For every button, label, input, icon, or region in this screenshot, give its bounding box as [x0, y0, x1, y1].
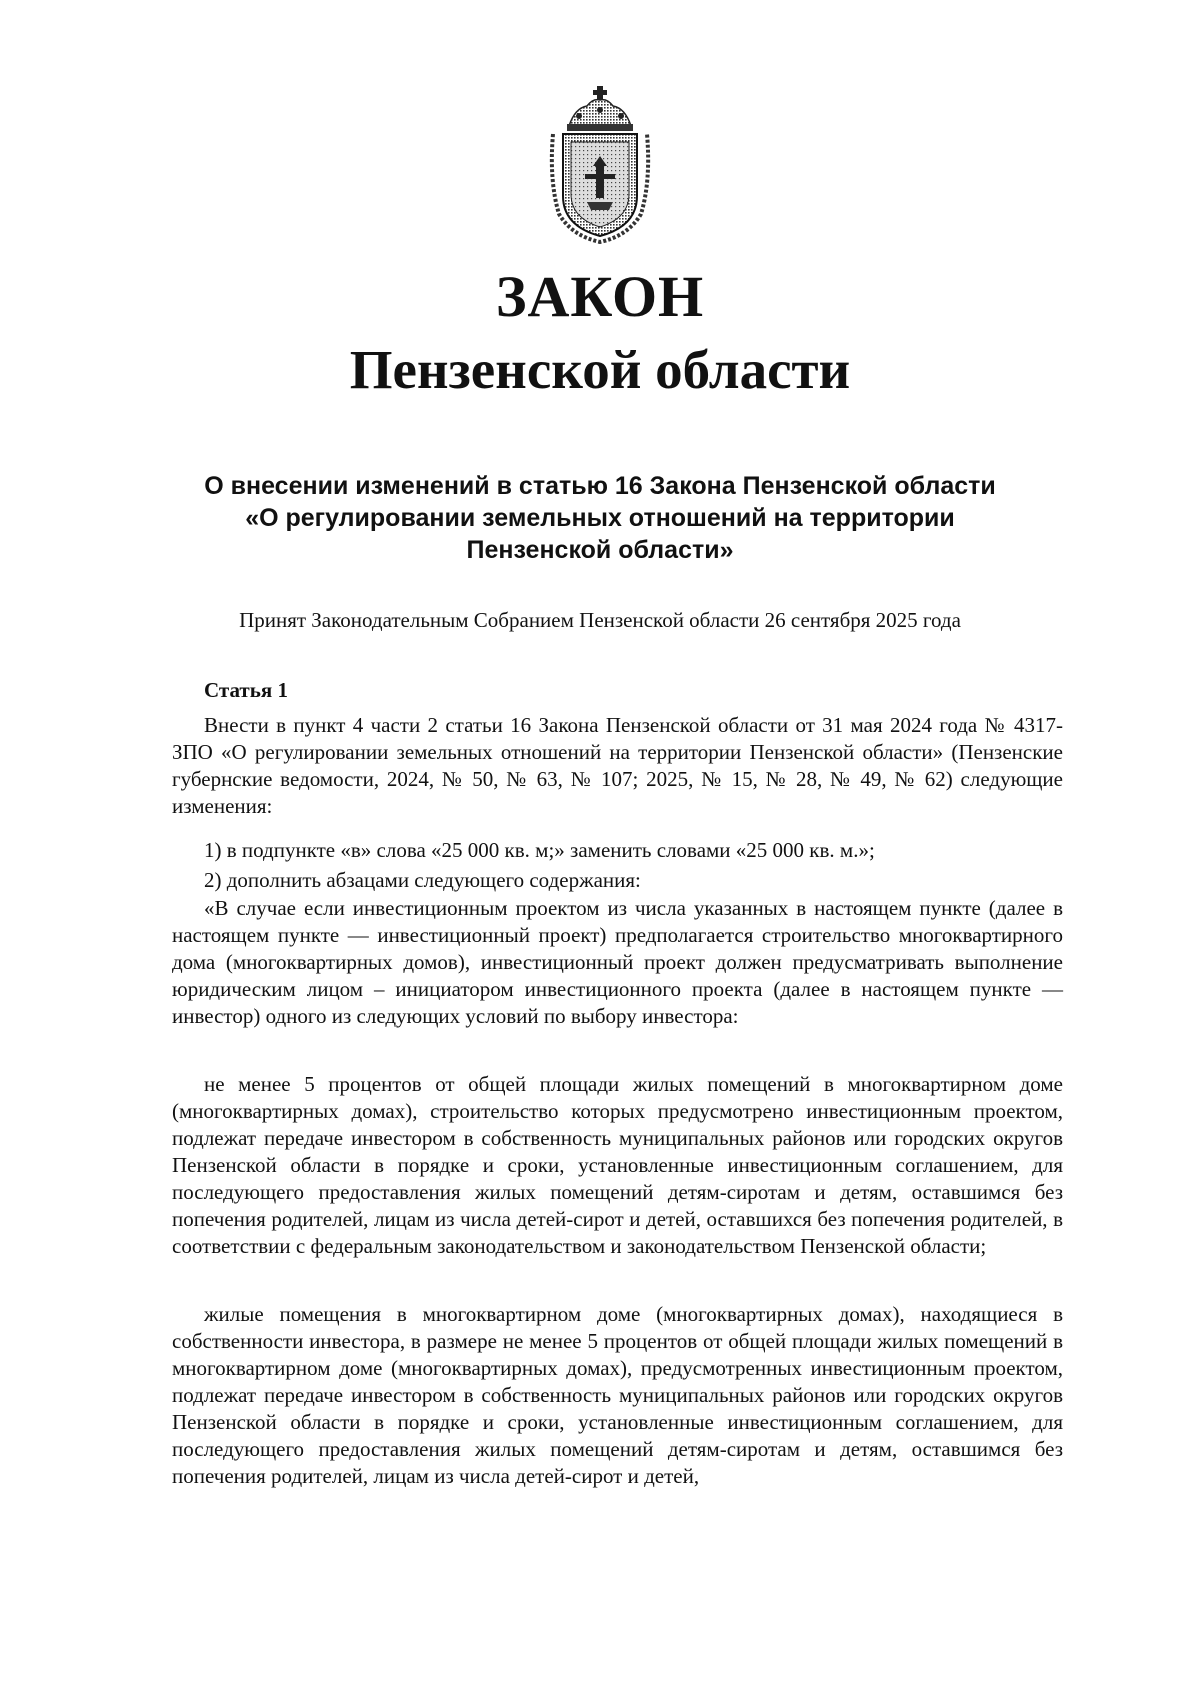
- quoted-paragraph: жилые помещения в многоквартирном доме (многоквартирных домах), находящиеся в собственности инвестора, в размере не менее 5 процентов от общей площади жилых помещений в многоквартирном доме (многоквартирных домах), предусмотренных инвестиционным проектом, подлежат передаче инвестором в собственность муниципальных районов или городских округов Пензенской области в порядке и сроки, установленные инвестиционным соглашением, для последующего предоставления жилых помещений детям-сиротам и детям, оставшимся без попечения родителей, лицам из числа детей-сирот и детей,: [172, 1302, 1063, 1488]
- coat-of-arms-icon: [547, 86, 653, 244]
- law-subtitle: Пензенской области: [349, 339, 851, 400]
- heading-line: «О регулировании земельных отношений на территории: [245, 504, 955, 532]
- amendment-item: 2) дополнить абзацами следующего содержания:: [204, 868, 641, 892]
- quoted-paragraph: «В случае если инвестиционным проектом из числа указанных в настоящем пункте (далее в настоящем пункте — инвестиционный проект) предполагается строительство многоквартирного дома (многоквартирных домов), инвестиционный проект должен предусматривать выполнение юридическим лицом – инициатором инвестиционного проекта (далее в настоящем пункте — инвестор) одного из следующих условий по выбору инвестора:: [172, 896, 1063, 1028]
- law-title: ЗАКОН: [495, 264, 705, 329]
- heading-line: О внесении изменений в статью 16 Закона Пензенской области: [204, 472, 996, 500]
- document-heading: [150, 470, 1050, 566]
- amendment-item: 1) в подпункте «в» слова «25 000 кв. м;» заменить словами «25 000 кв. м.»;: [204, 838, 875, 862]
- article-title: Статья 1: [204, 678, 288, 702]
- quoted-paragraph: не менее 5 процентов от общей площади жилых помещений в многоквартирном доме (многоквартирных домах), строительство которых предусмотрено инвестиционным проектом, подлежат передаче инвестором в собственность муниципальных районов или городских округов Пензенской области в порядке и сроки, установленные инвестиционным соглашением, для последующего предоставления жилых помещений детям-сиротам и детям, оставшимся без попечения родителей, лицам из числа детей-сирот и детей, оставшихся без попечения родителей, в соответствии с федеральным законодательством и законодательством Пензенской области;: [172, 1072, 1063, 1258]
- heading-line: Пензенской области»: [466, 536, 734, 564]
- article-intro-paragraph: Внести в пункт 4 части 2 статьи 16 Закона Пензенской области от 31 мая 2024 года № 4317-ЗПО «О регулировании земельных отношений на территории Пензенской области» (Пензенские губернские ведомости, 2024, № 50, № 63, № 107; 2025, № 15, № 28, № 49, № 62) следующие изменения:: [172, 713, 1063, 818]
- adoption-note: Принят Законодательным Собранием Пензенской области 26 сентября 2025 года: [239, 608, 961, 632]
